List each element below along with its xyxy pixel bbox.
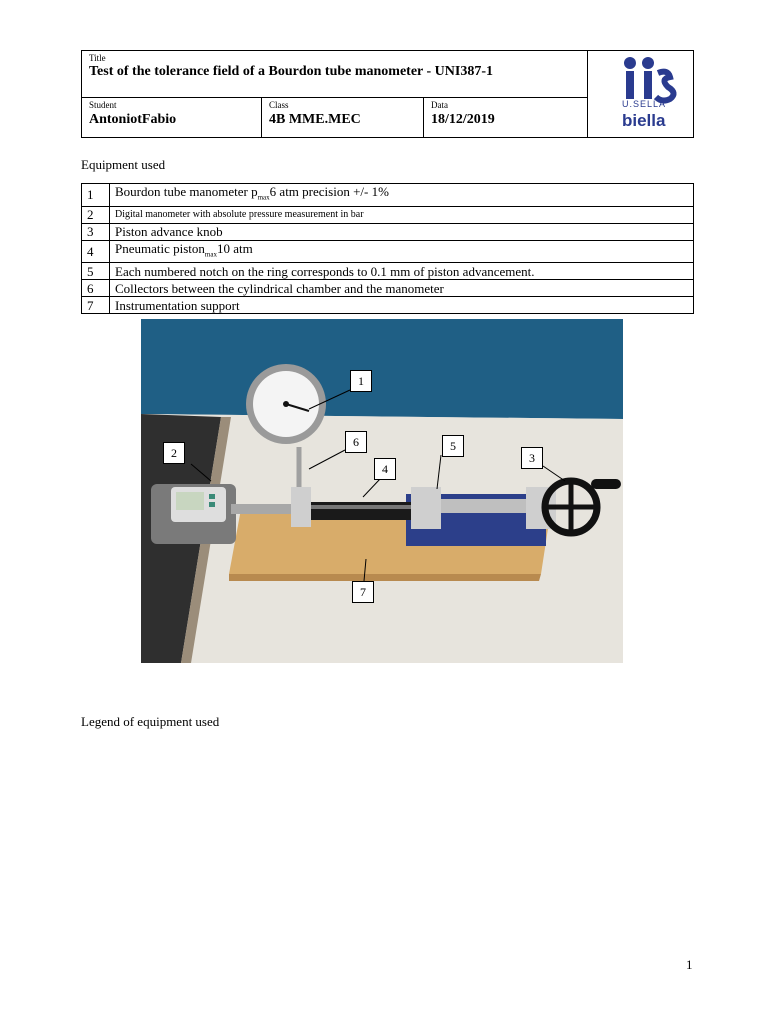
equipment-description: [110, 297, 694, 314]
equipment-text: Digital manometer with absolute pressure measurement in bar: [115, 209, 364, 221]
equipment-row: [82, 240, 694, 263]
equipment-description: [110, 206, 694, 223]
equipment-number: 3: [82, 223, 110, 240]
equipment-description: [110, 240, 694, 263]
equipment-heading: Equipment used: [81, 157, 166, 172]
student-label: Student: [89, 100, 117, 110]
equipment-text-suffix: 6 atm precision +/- 1%: [269, 184, 389, 199]
document-header: [81, 50, 694, 138]
equipment-number: 2: [82, 206, 110, 223]
equipment-row: [82, 223, 694, 240]
equipment-subscript: max: [257, 193, 270, 202]
school-logo: [588, 51, 693, 137]
equipment-text: Pneumatic piston: [115, 240, 205, 256]
date-value: 18/12/2019: [431, 112, 495, 127]
logo-subtitle: U.SELLA: [622, 99, 667, 109]
callout-3: 3: [521, 447, 543, 469]
equipment-text: Piston advance knob: [115, 224, 223, 240]
equipment-description: [110, 263, 694, 280]
equipment-table: [81, 183, 694, 314]
equipment-row: [82, 297, 694, 314]
logo-city: biella: [622, 111, 666, 130]
equipment-description: [110, 223, 694, 240]
document-title: Test of the tolerance field of a Bourdon tube manometer - UNI387-1: [89, 64, 494, 79]
callout-2: 2: [163, 442, 185, 464]
equipment-subscript: max: [204, 250, 217, 259]
class-cell: [262, 98, 424, 137]
student-cell: [82, 98, 262, 137]
callout-leaders: [141, 319, 623, 663]
equipment-row: [82, 206, 694, 223]
date-cell: [424, 98, 588, 137]
equipment-row: [82, 184, 694, 207]
title-cell: [82, 51, 588, 98]
equipment-text: Each numbered notch on the ring corresponds to 0.1 mm of piston advancement.: [115, 263, 535, 279]
equipment-number: 6: [82, 280, 110, 297]
class-value: 4B MME.MEC: [269, 112, 361, 127]
callout-5: 5: [442, 435, 464, 457]
equipment-number: 7: [82, 297, 110, 314]
equipment-number: 4: [82, 240, 110, 263]
equipment-text: Instrumentation support: [115, 297, 240, 313]
equipment-number: 1: [82, 184, 110, 207]
equipment-description: [110, 280, 694, 297]
callout-1: 1: [350, 370, 372, 392]
class-label: Class: [269, 100, 289, 110]
callout-4: 4: [374, 458, 396, 480]
student-name: AntoniotFabio: [89, 112, 177, 127]
equipment-description: [110, 184, 694, 207]
equipment-row: [82, 280, 694, 297]
title-label: Title: [89, 53, 106, 63]
legend-heading: Legend of equipment used: [81, 714, 220, 729]
equipment-row: [82, 263, 694, 280]
equipment-text: Bourdon tube manometer p: [115, 184, 258, 199]
date-label: Data: [431, 100, 448, 110]
equipment-text-suffix: 10 atm: [216, 240, 253, 256]
callout-6: 6: [345, 431, 367, 453]
callout-7: 7: [352, 581, 374, 603]
equipment-text: Collectors between the cylindrical chamber and the manometer: [115, 280, 444, 296]
page-number: 1: [686, 957, 693, 972]
equipment-number: 5: [82, 263, 110, 280]
apparatus-photo: [141, 319, 623, 663]
